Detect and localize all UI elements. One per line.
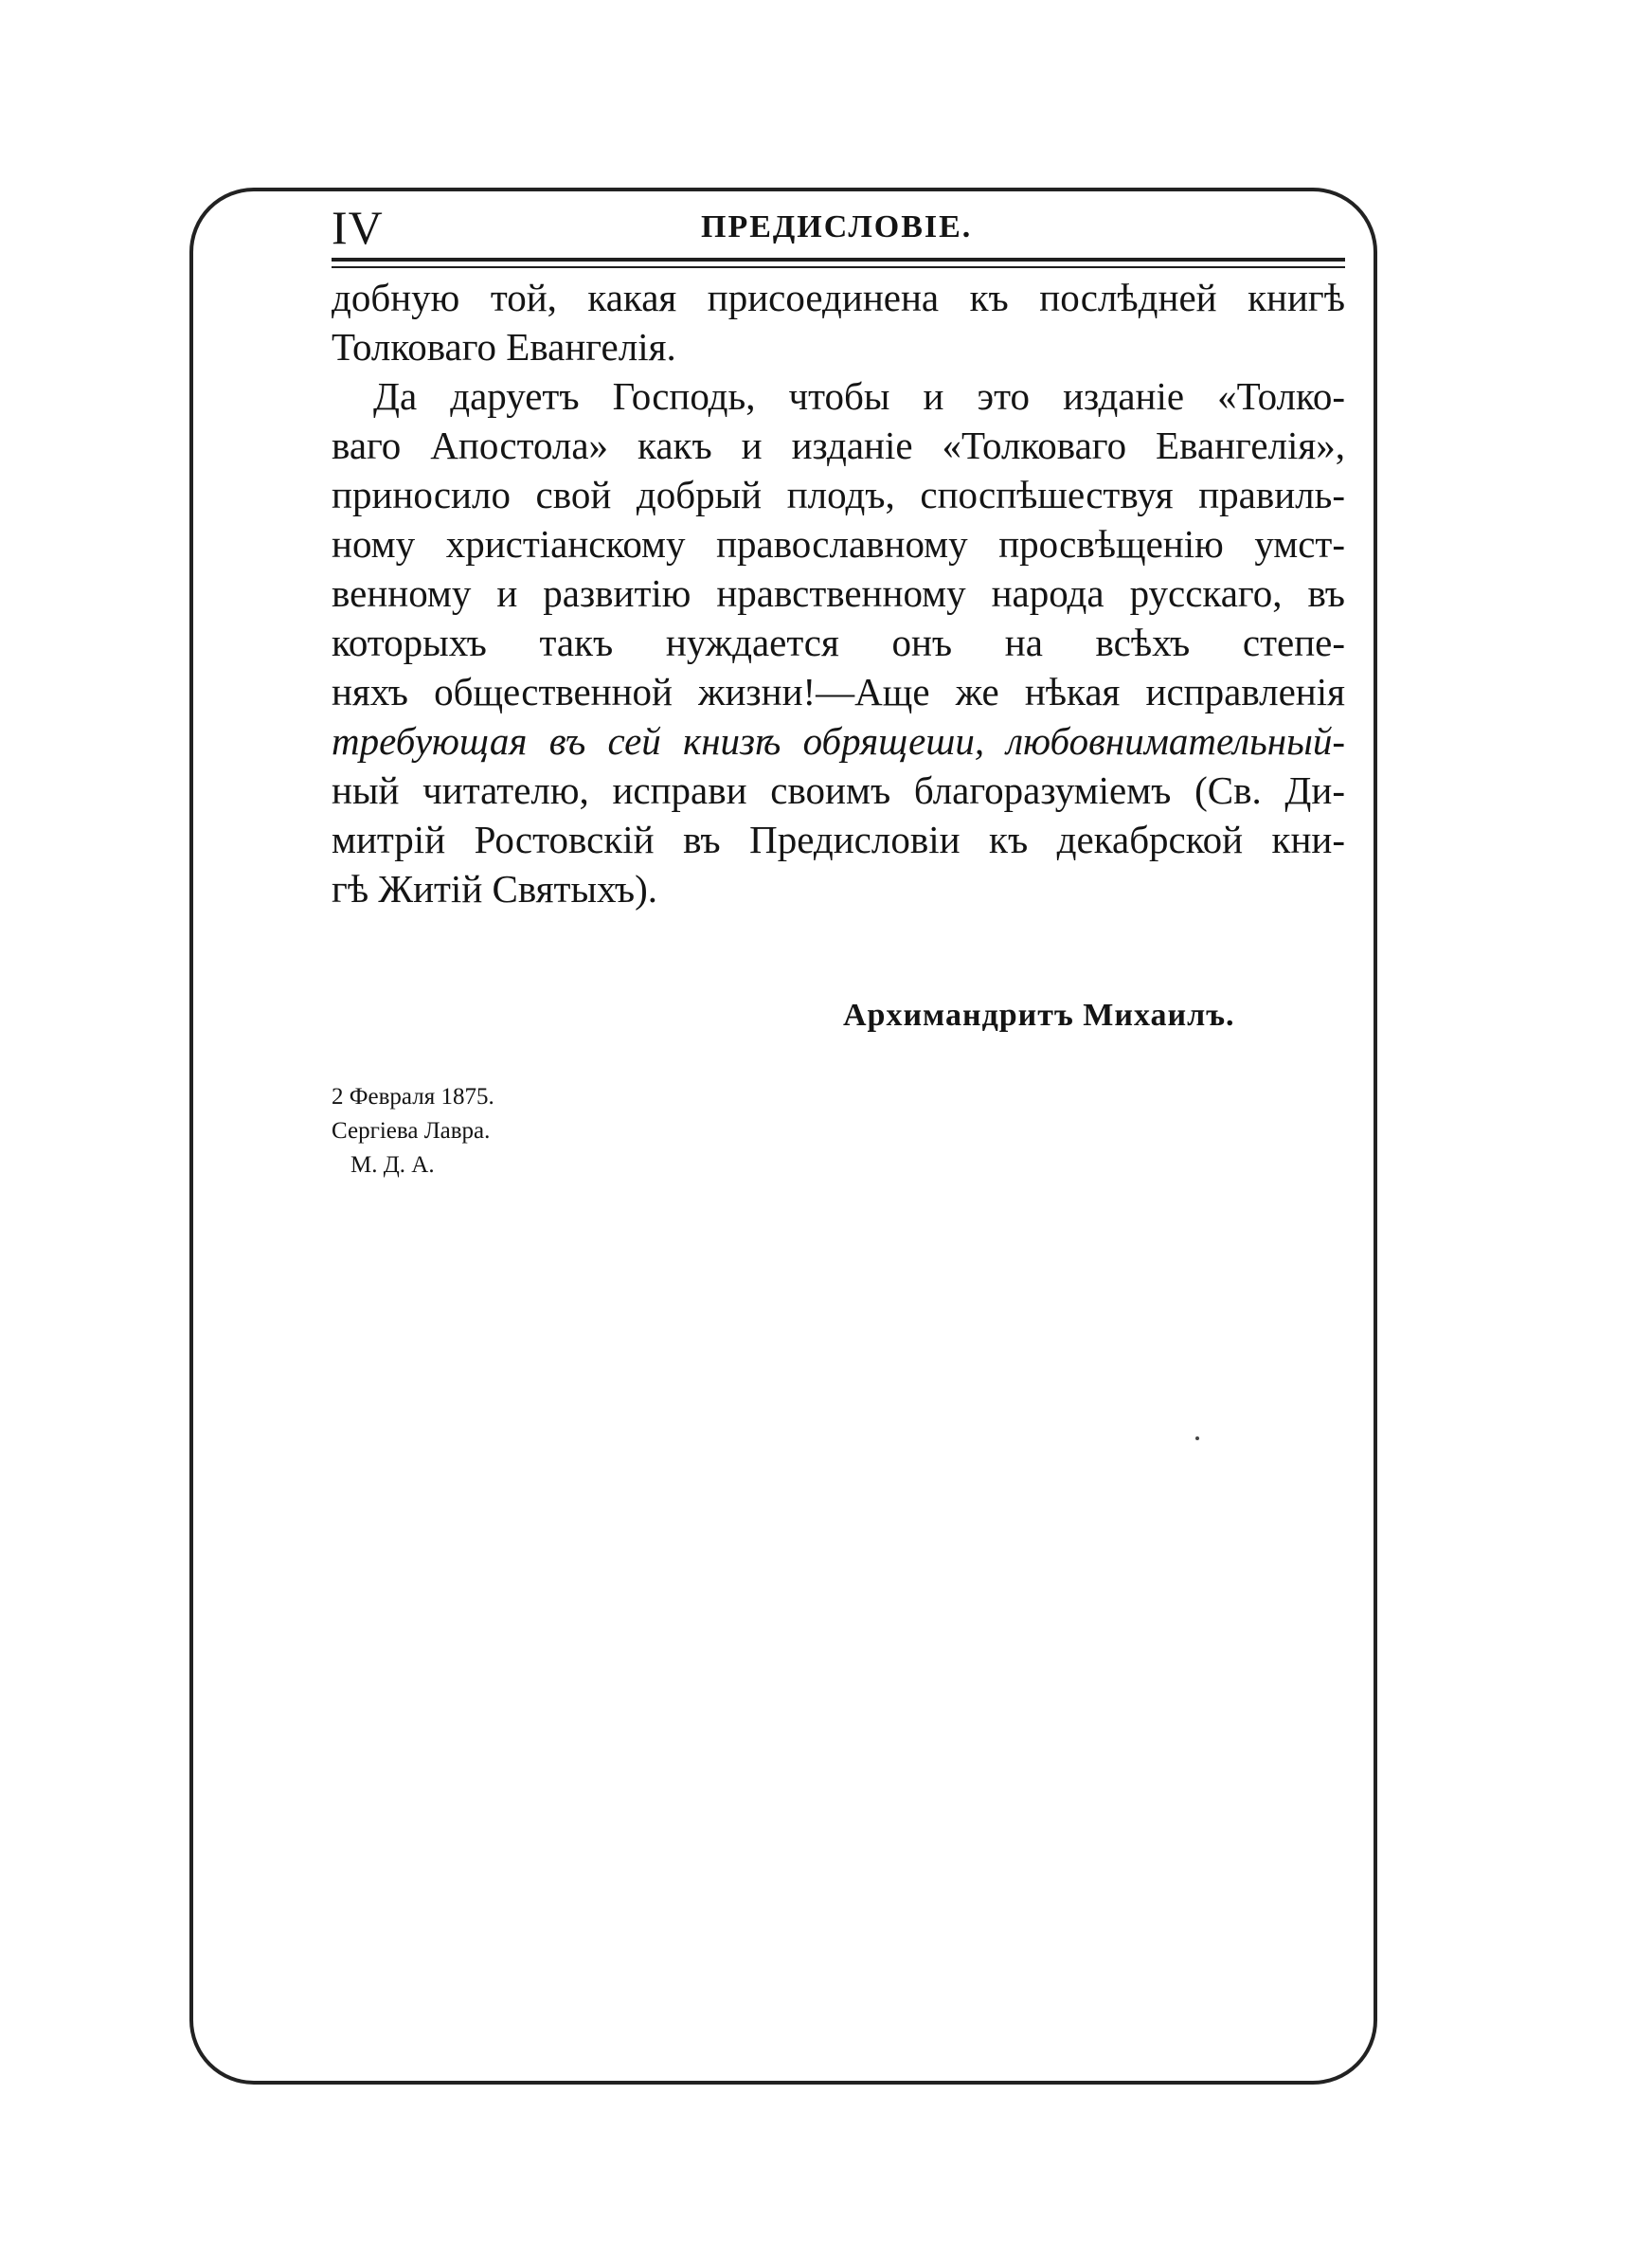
text-line: венному и развитію нравственному народа русскаго, въ (332, 571, 1345, 615)
text-line-church-slavonic: требующая въ сей книзѣ обрящеши, любовнимательный- (332, 719, 1345, 763)
signature: Архимандритъ Михаилъ. (843, 998, 1235, 1033)
text-line: митрій Ростовскій въ Предисловіи къ декабрской кни- (332, 818, 1345, 861)
text-line: гѣ Житій Святыхъ). (332, 867, 658, 911)
text-line: Толковаго Евангелія. (332, 325, 676, 369)
text-line: приносило свой добрый плодъ, споспѣшествуя правиль- (332, 473, 1345, 516)
dateline-date: 2 Февраля 1875. (332, 1084, 494, 1110)
text-line: которыхъ такъ нуждается онъ на всѣхъ степе- (332, 621, 1345, 664)
header-rule-thin (332, 266, 1345, 268)
page-number: IV (332, 201, 384, 254)
text-line: Да даруетъ Господь, чтобы и это изданіе «Толко- (373, 374, 1345, 418)
text-line: добную той, какая присоединена къ послѣдней книгѣ (332, 276, 1345, 319)
text-line: няхъ общественной жизни!—Аще же нѣкая исправленія (332, 670, 1345, 713)
body-text (332, 273, 1345, 913)
text-line: ному христіанскому православному просвѣщенію умст- (332, 522, 1345, 566)
text-line: ный читателю, исправи своимъ благоразуміемъ (Св. Ди- (332, 768, 1345, 812)
page-header (332, 199, 1345, 256)
header-rule-thick (332, 258, 1345, 262)
text-line: ваго Апостола» какъ и изданіе «Толковаго Евангелія», (332, 424, 1345, 467)
dateline (332, 1080, 494, 1183)
dateline-place: Сергіева Лавра. (332, 1118, 491, 1144)
dateline-institution: М. Д. А. (350, 1152, 435, 1178)
running-title: ПРЕДИСЛОВІЕ. (701, 209, 973, 244)
print-speck (1195, 1436, 1199, 1440)
